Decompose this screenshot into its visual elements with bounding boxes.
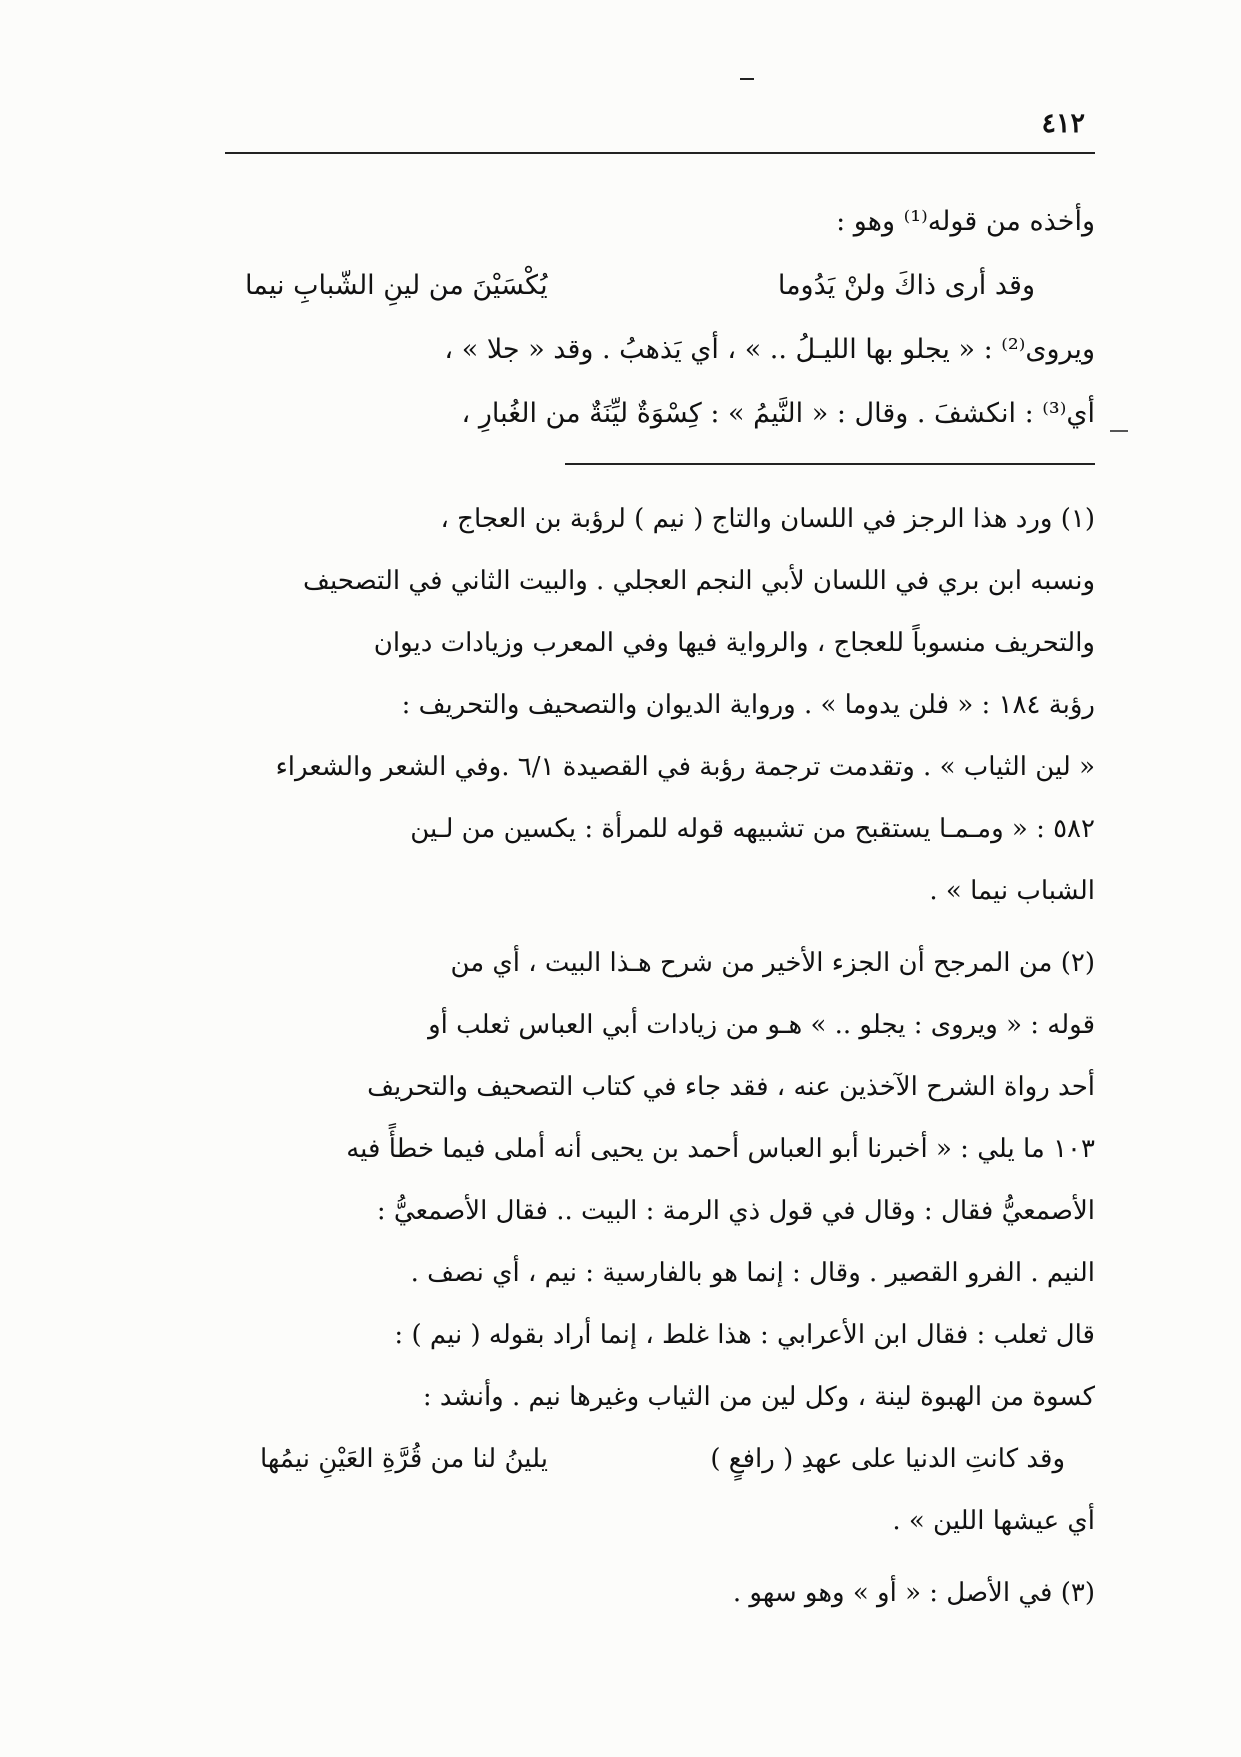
footnote-2 (225, 932, 1095, 1552)
footnote-line: ٥٨٢ : « ومـمـا يستقبح من تشبيهه قوله للمرأة : يكسين من لـين (410, 814, 1095, 844)
footnote-line: (٣) في الأصل : « أو » وهو سهو . (732, 1578, 1095, 1608)
intro-line: وأخذه من قوله⁽¹⁾ وهو : (836, 206, 1095, 237)
footnote-line: أي عيشها اللين » . (892, 1506, 1095, 1536)
footnote-line: (١) ورد هذا الرجز في اللسان والتاج ( نيم ) لرؤبة بن العجاج ، (440, 504, 1095, 534)
verse-second-hemistich: يُكْسَيْنَ من لينِ الشّبابِ نيما (245, 270, 548, 301)
footnote-line: الشباب نيما » . (929, 876, 1095, 906)
footnote-line: ونسبه ابن بري في اللسان لأبي النجم العجلي . والبيت الثاني في التصحيف (303, 566, 1095, 596)
body-line-3: ويروى⁽²⁾ : « يجلو بها الليـلُ .. » ، أي يَذهبُ . وقد « جلا » ، (444, 334, 1095, 365)
top-dash (740, 78, 754, 80)
page-number: ٤١٢ (1041, 108, 1085, 139)
margin-mark (1110, 430, 1128, 432)
body-line-4: أي⁽³⁾ : انكشفَ . وقال : « النَّيمُ » : كِسْوَةٌ ليِّنَةٌ من الغُبارِ ، (461, 398, 1095, 429)
verse (225, 254, 1095, 318)
footnote-line: أحد رواة الشرح الآخذين عنه ، فقد جاء في كتاب التصحيف والتحريف (367, 1072, 1095, 1102)
footnotes (225, 488, 1095, 1634)
footnote-line: « لين الثياب » . وتقدمت ترجمة رؤبة في القصيدة ٦/١ .وفي الشعر والشعراء (275, 752, 1095, 782)
footnote-3 (225, 1562, 1095, 1624)
footnote-line: رؤبة ١٨٤ : « فلن يدوما » . ورواية الديوان والتصحيف والتحريف : (401, 690, 1095, 720)
footnote-line: النيم . الفرو القصير . وقال : إنما هو بالفارسية : نيم ، أي نصف . (410, 1258, 1095, 1288)
header-rule (225, 152, 1095, 154)
footnote-1 (225, 488, 1095, 922)
footnote-separator (565, 463, 1095, 465)
footnote-line: الأصمعيُّ فقال : وقال في قول ذي الرمة : البيت .. فقال الأصمعيُّ : (376, 1196, 1095, 1226)
footnote-verse-second-hemistich: يلينُ لنا من قُرَّةِ العَيْنِ نيمُها (260, 1444, 548, 1474)
footnote-line: كسوة من الهبوة لينة ، وكل لين من الثياب وغيرها نيم . وأنشد : (422, 1382, 1095, 1412)
footnote-line: ١٠٣ ما يلي : « أخبرنا أبو العباس أحمد بن يحيى أنه أملى فيما خطأً فيه (346, 1134, 1095, 1164)
footnote-verse-first-hemistich: وقد كانتِ الدنيا على عهدِ ( رافعٍ ) (710, 1444, 1065, 1474)
footnote-verse (225, 1428, 1095, 1490)
main-text (225, 190, 1095, 446)
footnote-line: والتحريف منسوباً للعجاج ، والرواية فيها وفي المعرب وزيادات ديوان (373, 628, 1095, 658)
verse-first-hemistich: وقد أرى ذاكَ ولنْ يَدُوما (777, 270, 1035, 301)
footnote-line: (٢) من المرجح أن الجزء الأخير من شرح هـذا البيت ، أي من (450, 948, 1095, 978)
footnote-line: قوله : « ويروى : يجلو .. » هـو من زيادات أبي العباس ثعلب أو (428, 1010, 1095, 1040)
footnote-line: قال ثعلب : فقال ابن الأعرابي : هذا غلط ، إنما أراد بقوله ( نيم ) : (394, 1320, 1095, 1350)
